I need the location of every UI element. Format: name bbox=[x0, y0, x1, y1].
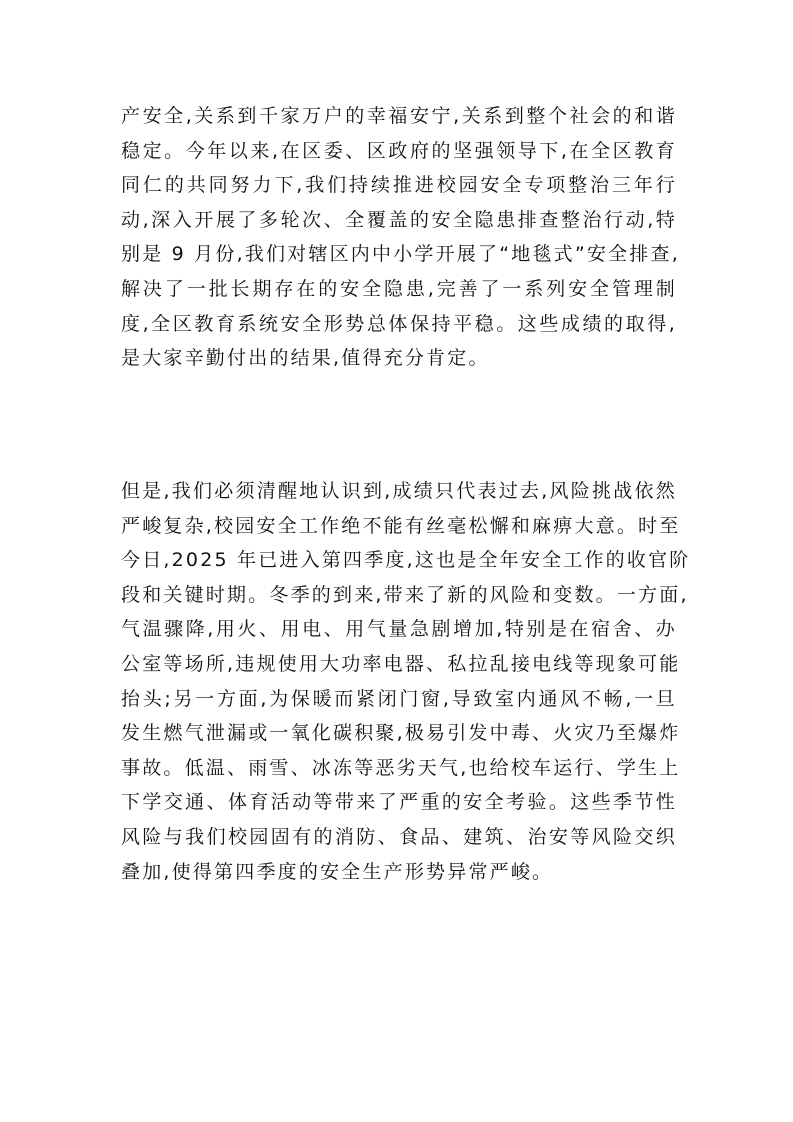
paragraph-line: 今日,2025 年已进入第四季度,这也是全年安全工作的收官阶 bbox=[121, 549, 691, 572]
paragraph-line: 公室等场所,违规使用大功率电器、私拉乱接电线等现象可能 bbox=[121, 652, 681, 675]
paragraph-line: 稳定。今年以来,在区委、区政府的坚强领导下,在全区教育 bbox=[121, 139, 677, 162]
paragraph-line: 风险与我们校园固有的消防、食品、建筑、治安等风险交织 bbox=[121, 825, 677, 848]
paragraph-line: 事故。低温、雨雪、冰冻等恶劣天气,也给校车运行、学生上 bbox=[121, 756, 681, 779]
paragraph-line: 产安全,关系到千家万户的幸福安宁,关系到整个社会的和谐 bbox=[121, 105, 677, 127]
paragraph-line: 解决了一批长期存在的安全隐患,完善了一系列安全管理制 bbox=[121, 277, 677, 300]
paragraph-line: 别是 9 月份,我们对辖区内中小学开展了“地毯式”安全排查, bbox=[121, 243, 680, 266]
paragraph-line: 段和关键时期。冬季的到来,带来了新的风险和变数。一方面, bbox=[121, 583, 689, 606]
paragraph-line: 叠加,使得第四季度的安全生产形势异常严峻。 bbox=[121, 860, 554, 883]
paragraph-line: 气温骤降,用火、用电、用气量急剧增加,特别是在宿舍、办 bbox=[121, 618, 677, 641]
paragraph-line: 同仁的共同努力下,我们持续推进校园安全专项整治三年行 bbox=[121, 174, 677, 197]
paragraph-line: 下学交通、体育活动等带来了严重的安全考验。这些季节性 bbox=[121, 791, 677, 814]
paragraph-line: 抬头;另一方面,为保暖而紧闭门窗,导致室内通风不畅,一旦 bbox=[121, 687, 677, 710]
paragraph-line: 严峻复杂,校园安全工作绝不能有丝毫松懈和麻痹大意。时至 bbox=[121, 514, 681, 537]
paragraph-line: 发生燃气泄漏或一氧化碳积聚,极易引发中毒、火灾乃至爆炸 bbox=[121, 722, 681, 745]
paragraph-2 bbox=[121, 474, 691, 889]
paragraph-line: 动,深入开展了多轮次、全覆盖的安全隐患排查整治行动,特 bbox=[121, 208, 677, 231]
paragraph-line: 度,全区教育系统安全形势总体保持平稳。这些成绩的取得, bbox=[121, 312, 677, 335]
paragraph-line: 但是,我们必须清醒地认识到,成绩只代表过去,风险挑战依然 bbox=[121, 480, 677, 502]
paragraph-1 bbox=[121, 99, 680, 376]
paragraph-line: 是大家辛勤付出的结果,值得充分肯定。 bbox=[121, 347, 490, 370]
